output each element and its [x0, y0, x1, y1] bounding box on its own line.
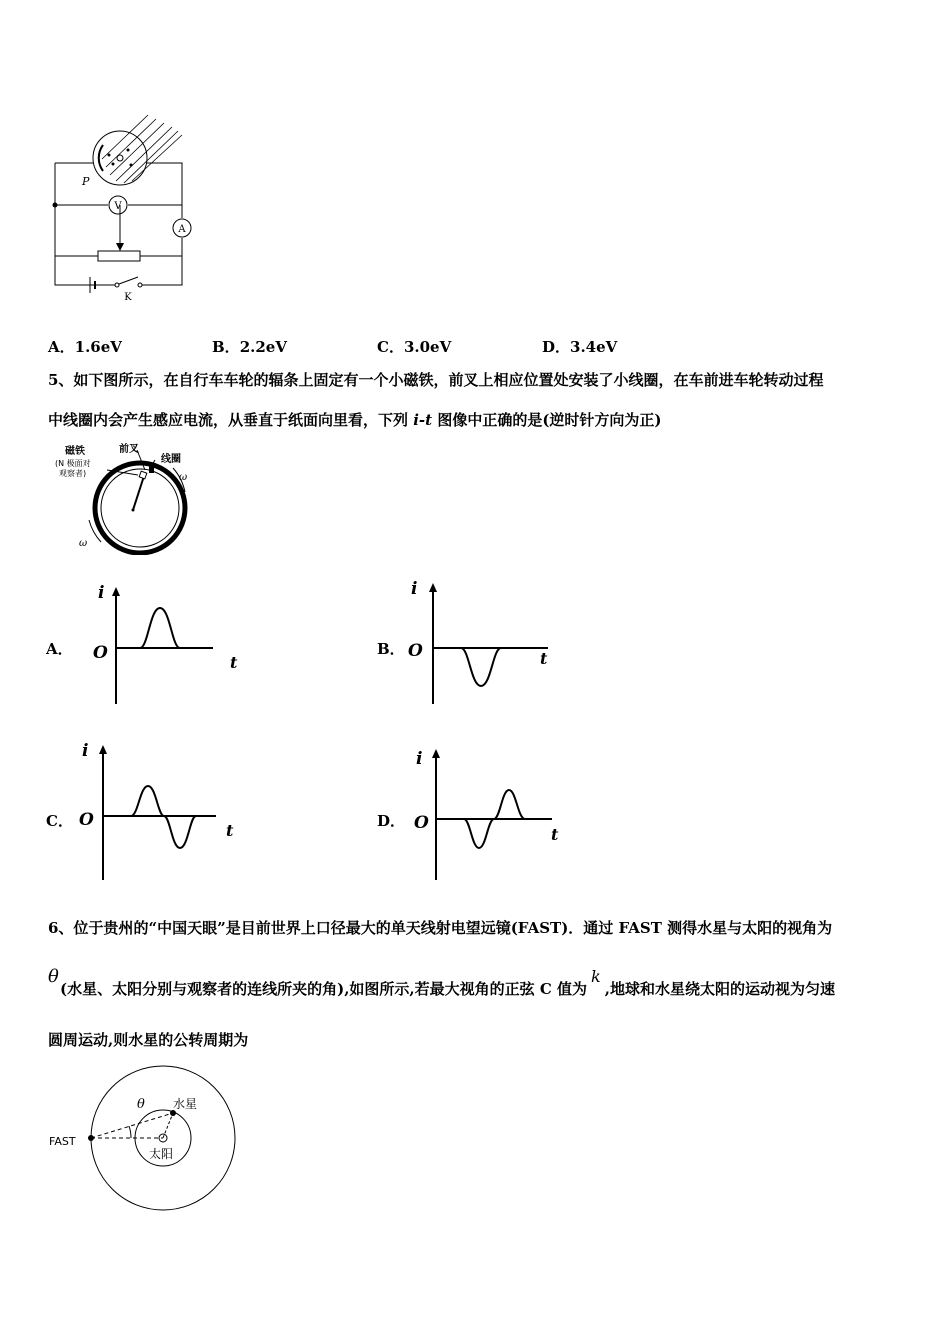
magnet-note-2: 观察者)	[59, 469, 87, 478]
option-value: 3.0eV	[403, 338, 452, 356]
coil-label: 线圈	[161, 454, 181, 465]
sun-label: 太阳	[149, 1147, 174, 1161]
q4-option-b[interactable]	[212, 336, 287, 357]
circuit-wire	[144, 163, 182, 218]
origin-label: O	[93, 643, 108, 663]
fast-label: FAST	[49, 1135, 76, 1148]
omega-label: ω	[179, 472, 188, 483]
fork-label: 前叉	[119, 444, 139, 455]
photoelectric-circuit-figure	[40, 105, 200, 305]
q5-option-a-letter[interactable]: A．	[46, 640, 73, 658]
option-letter: B．	[212, 338, 240, 356]
circuit-wire	[142, 238, 182, 285]
electron-dot	[112, 163, 115, 166]
cathode-label: P	[82, 175, 90, 188]
i-label: i	[98, 583, 105, 603]
option-letter: D．	[542, 338, 571, 356]
q4-option-a[interactable]	[48, 336, 122, 357]
current-curve	[140, 608, 180, 648]
option-value: 2.2eV	[239, 338, 287, 356]
q4-option-c[interactable]	[377, 336, 451, 357]
electron-dot	[130, 164, 133, 167]
mercury-label: 水星	[173, 1097, 198, 1111]
bicycle-wheel-figure	[45, 440, 205, 555]
electron-dot	[127, 149, 130, 152]
wheel-rim	[101, 469, 179, 547]
switch-label: K	[124, 292, 132, 303]
i-label: i	[411, 579, 418, 599]
electron-dot	[108, 154, 111, 157]
q4-option-d[interactable]	[542, 336, 617, 357]
fast-orbit-figure	[45, 1060, 245, 1220]
k-symbol: k	[591, 967, 601, 986]
i-t-symbol: i-t	[413, 411, 433, 429]
angle-arc	[129, 1126, 131, 1138]
switch-contact	[115, 283, 119, 287]
q5-option-c-letter[interactable]: C．	[46, 812, 73, 830]
hub	[132, 509, 135, 512]
node-dot	[53, 203, 58, 208]
magnet-block	[139, 471, 147, 479]
y-axis-arrow	[112, 587, 120, 596]
q6-line-1: 6、位于贵州的“中国天眼”是目前世界上口径最大的单天线射电望远镜(FAST)．通过 FAST 测得水星与太阳的视角为	[48, 919, 833, 937]
q5-graph-b[interactable]	[403, 578, 563, 708]
y-axis-arrow	[432, 749, 440, 758]
y-axis-arrow	[429, 583, 437, 592]
rheostat	[98, 251, 140, 261]
magnet-note-1: (N 极面对	[55, 459, 91, 468]
origin-label: O	[414, 813, 429, 833]
ammeter-label: A	[178, 224, 186, 235]
wheel-spoke	[133, 476, 144, 510]
switch-lever	[119, 277, 138, 284]
switch-contact	[138, 283, 142, 287]
current-curve	[461, 648, 501, 686]
q5-line-1: 5、如下图所示，在自行车车轮的辐条上固定有一个小磁铁，前叉上相应位置处安装了小线圈，在车前进车轮转动过程	[48, 371, 824, 389]
omega-label: ω	[79, 538, 88, 549]
i-label: i	[82, 741, 89, 761]
q6-line-3: 圆周运动,则水星的公转周期为	[48, 1031, 249, 1049]
q6-line-2: (水星、太阳分别与观察者的连线所夹的角),如图所示,若最大视角的正弦 C 值为k,地球和水星绕太阳的运动视为匀速	[60, 967, 835, 998]
slider-arrow	[116, 243, 124, 251]
coil-block	[149, 466, 154, 473]
option-letter: A．	[48, 338, 75, 356]
q5-graph-d[interactable]	[412, 744, 572, 884]
q6-theta-symbol: θ	[48, 966, 59, 987]
voltmeter-label: V	[114, 201, 122, 212]
option-letter: C．	[377, 338, 404, 356]
q5-option-b-letter[interactable]: B．	[377, 640, 405, 658]
y-axis-arrow	[99, 745, 107, 754]
t-label: t	[226, 821, 234, 840]
theta-label: θ	[137, 1097, 145, 1112]
q5-line-2: 中线圈内会产生感应电流，从垂直于纸面向里看，下列 i-t 图像中正确的是(逆时针方向为正)	[48, 411, 662, 429]
magnet-label: 磁铁	[65, 446, 85, 457]
q5-graph-a[interactable]	[88, 582, 248, 712]
option-value: 1.6eV	[74, 338, 122, 356]
q5-question-text	[48, 360, 908, 440]
t-label: t	[551, 825, 559, 844]
option-value: 3.4eV	[570, 338, 618, 356]
t-label: t	[540, 649, 548, 668]
q5-option-d-letter[interactable]: D．	[377, 812, 406, 830]
i-label: i	[416, 749, 423, 769]
origin-label: O	[79, 810, 94, 830]
q5-graph-c[interactable]	[76, 740, 246, 885]
t-label: t	[230, 653, 238, 672]
origin-label: O	[408, 641, 423, 661]
